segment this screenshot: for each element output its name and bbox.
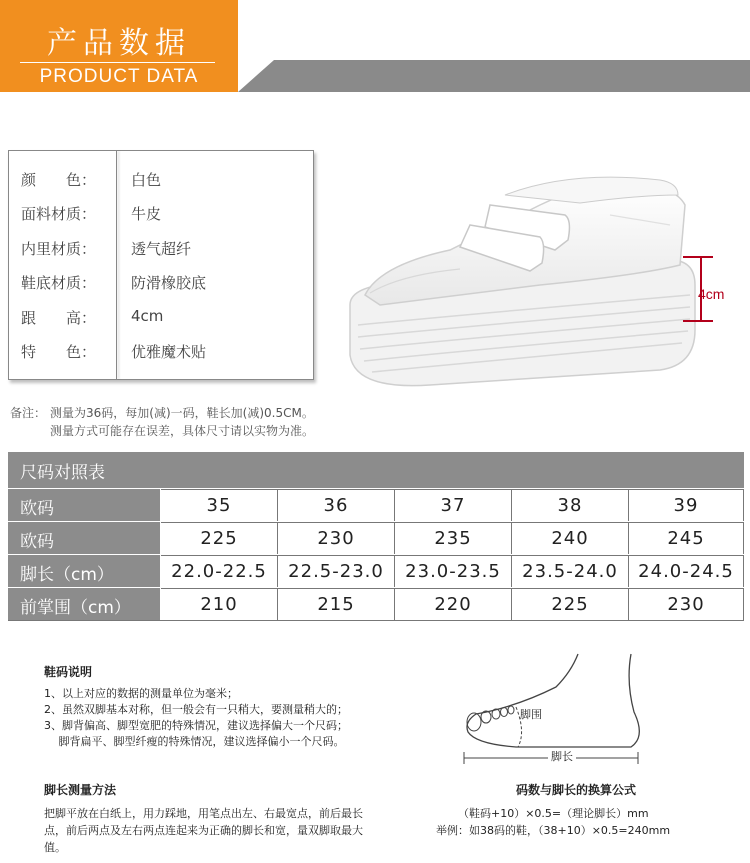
- banner-gray-strip: [238, 60, 750, 92]
- measure-method-title: 脚长测量方法: [44, 783, 117, 797]
- size-cell: 245: [629, 522, 744, 554]
- size-formula: [436, 782, 716, 839]
- size-cell: 225: [512, 588, 629, 620]
- spec-row-upper: [9, 197, 313, 231]
- size-row-head: 前掌围（cm）: [8, 588, 160, 620]
- size-cell: 22.5-23.0: [278, 555, 395, 587]
- banner-slant: [238, 0, 278, 92]
- spec-row-feature: [9, 335, 313, 369]
- size-row-foot-length: [8, 555, 744, 588]
- spec-value: 牛皮: [131, 205, 162, 223]
- size-cell: 240: [512, 522, 629, 554]
- size-cell: 23.0-23.5: [395, 555, 512, 587]
- size-guide-title: 鞋码说明: [44, 665, 93, 679]
- size-cell: 36: [278, 489, 395, 521]
- note-line-1: 测量为36码，每加(减)一码，鞋长加(减)0.5CM。: [50, 406, 314, 420]
- spec-value: 防滑橡胶底: [131, 274, 207, 292]
- size-cell: 210: [161, 588, 278, 620]
- size-row-head: 欧码: [8, 489, 160, 521]
- spec-table: [8, 150, 314, 380]
- spec-value: 白色: [131, 171, 162, 189]
- size-cell: 37: [395, 489, 512, 521]
- spec-row-heel: [9, 301, 313, 335]
- size-cell: 225: [161, 522, 278, 554]
- size-cell: 35: [161, 489, 278, 521]
- size-cell: 230: [278, 522, 395, 554]
- foot-girth-label: 脚围: [520, 708, 542, 721]
- spec-label: 跟 高：: [21, 309, 97, 327]
- size-formula-example: 举例：如38码的鞋，（38+10）×0.5=240mm: [436, 824, 671, 837]
- heel-measure-cap-bottom: [683, 320, 713, 322]
- size-cell: 235: [395, 522, 512, 554]
- size-guide-item: 3、脚背偏高、脚型宽肥的特殊情况，建议选择偏大一个尺码；: [44, 719, 348, 732]
- size-cell: 215: [278, 588, 395, 620]
- banner-title-en: PRODUCT DATA: [39, 66, 199, 87]
- size-chart-title: 尺码对照表: [8, 452, 744, 488]
- size-guide: [44, 664, 348, 750]
- size-cell: 230: [629, 588, 744, 620]
- size-cell: 39: [629, 489, 744, 521]
- spec-row-lining: [9, 232, 313, 266]
- size-guide-item: 1、以上对应的数据的测量单位为毫米；: [44, 687, 238, 700]
- size-row-forefoot: [8, 588, 744, 621]
- size-guide-item: 2、虽然双脚基本对称，但一般会有一只稍大，要测量稍大的；: [44, 703, 348, 716]
- size-formula-title: 码数与脚长的换算公式: [515, 783, 636, 797]
- heel-height-label: 4cm: [698, 286, 725, 302]
- banner-title-cn: 产品数据: [47, 26, 191, 61]
- spec-label: 鞋底材质：: [21, 274, 97, 292]
- size-cell: 23.5-24.0: [512, 555, 629, 587]
- spec-label: 内里材质：: [21, 240, 97, 258]
- size-cell: 24.0-24.5: [629, 555, 744, 587]
- note-label: 备注：: [10, 406, 47, 420]
- size-cell: 220: [395, 588, 512, 620]
- spec-value: 4cm: [131, 307, 164, 325]
- spec-value: 透气超纤: [131, 240, 192, 258]
- foot-length-label: 脚长: [548, 748, 576, 764]
- heel-measure-cap-top: [683, 256, 713, 258]
- size-formula-line: （鞋码+10）×0.5=（理论脚长）mm: [458, 807, 649, 820]
- size-guide-item: 脚背扁平、脚型纤瘦的特殊情况，建议选择偏小一个尺码。: [44, 735, 345, 748]
- spec-row-color: [9, 163, 313, 197]
- shoe-image: [340, 165, 700, 395]
- size-cell: 38: [512, 489, 629, 521]
- spec-value: 优雅魔术贴: [131, 343, 207, 361]
- note-line-2: 测量方式可能存在误差，具体尺寸请以实物为准。: [50, 424, 315, 438]
- spec-row-sole: [9, 266, 313, 300]
- banner-rule: [20, 62, 215, 63]
- foot-diagram: [456, 652, 666, 767]
- size-row-eu: [8, 489, 744, 522]
- measure-method-text: 把脚平放在白纸上，用力踩地，用笔点出左、右最宽点，前后最长点，前后两点及左右两点连起来为正确的脚长和宽，量双脚取最大值。: [44, 807, 363, 854]
- size-cell: 22.0-22.5: [161, 555, 278, 587]
- spec-label: 颜 色：: [21, 171, 97, 189]
- size-row-head: 欧码: [8, 522, 160, 554]
- spec-label: 面料材质：: [21, 205, 97, 223]
- measure-method: [44, 782, 364, 856]
- header-banner: [0, 0, 750, 92]
- size-row-head: 脚长（cm）: [8, 555, 160, 587]
- size-row-mm: [8, 522, 744, 555]
- spec-label: 特 色：: [21, 343, 97, 361]
